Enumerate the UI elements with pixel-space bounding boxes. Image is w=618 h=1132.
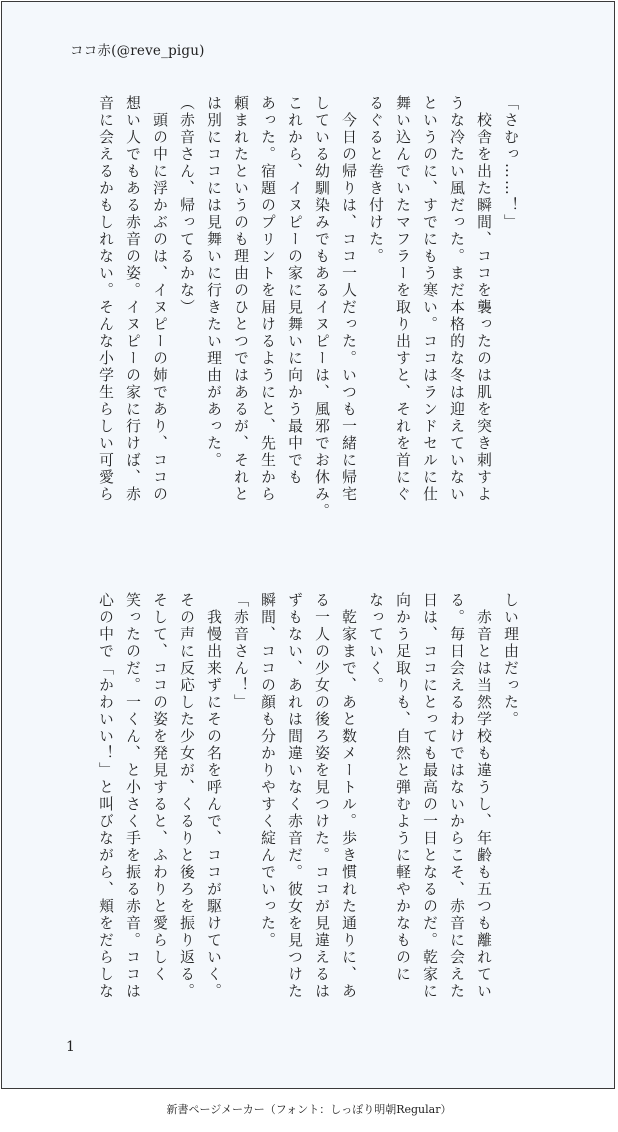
text-line: あった。宿題のプリントを届けるようにと、先生から	[259, 95, 276, 503]
author-header: ココ赤(@reve_pigu)	[70, 43, 205, 59]
text-line: している幼馴染みでもあるイヌピーは、風邪でお休み。	[313, 95, 330, 520]
manuscript-page	[1, 1, 615, 1089]
text-line: 音に会えるかもしれない。そんな小学生らしい可愛ら	[97, 95, 114, 503]
text-line: 我慢出来ずにその名を呼んで、ココが駆けていく。	[205, 592, 222, 1000]
text-line: 笑ったのだ。一くん、と小さく手を振る赤音。ココは	[124, 592, 141, 1000]
text-line: （赤音さん、帰ってるかな）	[178, 95, 195, 316]
text-line: る。毎日会えるわけではないからこそ、赤音に会えた	[448, 592, 465, 1000]
text-line: うな冷たい風だった。まだ本格的な冬は迎えていない	[448, 95, 465, 503]
text-line: これから、イヌピーの家に見舞いに向かう最中でも	[286, 95, 303, 486]
text-line: 今日の帰りは、ココ一人だった。いつも一緒に帰宅	[340, 95, 357, 503]
text-line: そして、ココの姿を発見すると、ふわりと愛らしく	[151, 592, 168, 983]
text-line: 心の中で「かわいい！」と叫びながら、頬をだらしな	[97, 592, 114, 1000]
text-line: 向かう足取りも、自然と弾むように軽やかなものに	[394, 592, 411, 983]
text-line: 想い人でもある赤音の姿。イヌピーの家に行けば、赤	[124, 95, 141, 503]
footer-credit: 新書ページメーカー（フォント：しっぽり明朝Regular）	[166, 1103, 452, 1116]
text-line: 瞬間、ココの顔も分かりやすく綻んでいった。	[259, 592, 276, 949]
text-line: 赤音とは当然学校も違うし、年齢も五つも離れてい	[475, 592, 492, 1000]
text-line: なっていく。	[367, 592, 384, 694]
text-line: 乾家まで、あと数メートル。歩き慣れた通りに、あ	[340, 592, 357, 1000]
page-number: 1	[66, 1039, 75, 1055]
text-line: は別にココには見舞いに行きたい理由があった。	[205, 95, 222, 469]
text-line: というのに、すでにもう寒い。ココはランドセルに仕	[421, 95, 438, 503]
text-line: る一人の少女の後ろ姿を見つけた。ココが見違えるは	[313, 592, 330, 1000]
text-line: 頭の中に浮かぶのは、イヌピーの姉であり、ココの	[151, 95, 168, 503]
text-line: ずもない、あれは間違いなく赤音だ。彼女を見つけた	[286, 592, 303, 1000]
text-line: 校舎を出た瞬間、ココを襲ったのは肌を突き刺すよ	[475, 95, 492, 503]
text-line: 日は、ココにとっても最高の一日となるのだ。乾家に	[421, 592, 438, 1000]
text-line: その声に反応した少女が、くるりと後ろを振り返る。	[178, 592, 195, 1000]
text-line: 頼まれたというのも理由のひとつではあるが、それと	[232, 95, 249, 503]
text-line: しい理由だった。	[502, 592, 519, 728]
text-line: るぐると巻き付けた。	[367, 95, 384, 265]
text-line: 「さむっ……！」	[502, 95, 519, 231]
text-line: 舞い込んでいたマフラーを取り出すと、それを首にぐ	[394, 95, 411, 503]
lower-text-block	[92, 592, 524, 1000]
upper-text-block	[92, 95, 524, 520]
text-line: 「赤音さん！」	[232, 592, 249, 711]
